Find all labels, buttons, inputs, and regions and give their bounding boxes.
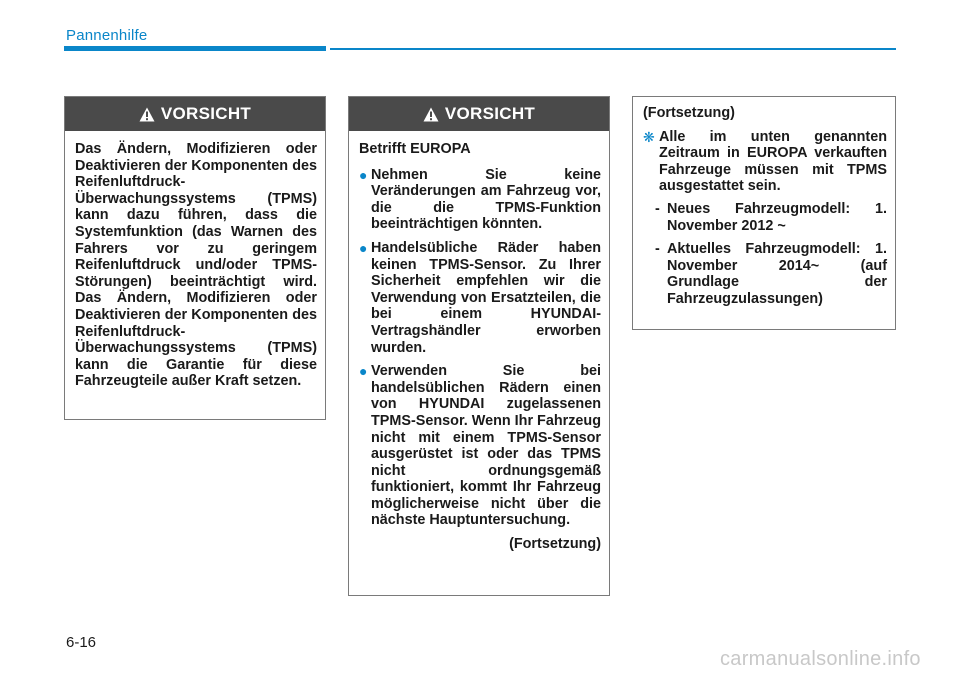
- caution-header: [65, 97, 325, 131]
- dash-text: Aktuelles Fahrzeugmodell: 1. November 2014~ (auf Grundlage der Fahrzeugzulassungen): [667, 241, 887, 307]
- continuation-body: [633, 97, 895, 308]
- warning-icon: [423, 107, 439, 122]
- asterisk-icon: ❋: [643, 128, 655, 145]
- bullet-item: [359, 167, 601, 233]
- bullet-icon: ●: [359, 239, 368, 256]
- dash-marker: -: [655, 241, 660, 258]
- star-text: Alle im unten genannten Zeitraum in EUROPA verkauften Fahrzeuge müssen mit TPMS ausgestattet sein.: [659, 128, 887, 195]
- caution-title: VORSICHT: [160, 104, 252, 123]
- continued-label: (Fortsetzung): [643, 105, 735, 121]
- caution-header: [349, 97, 609, 131]
- warning-icon: [139, 107, 155, 122]
- bullet-item: [359, 240, 601, 356]
- caution-text: Das Ändern, Modifizieren oder Deaktivieren der Komponenten des Reifenluftdruck-Überwachungssystems (TPMS) kann dazu führen, dass die Systemfunktion (das Warnen des Fahrers vor zu geringem Reifenluftdruck und/oder TPMS-Störungen) beeinträchtigt wird. Das Ändern, Modifizieren oder Deaktivieren der Komponenten des Reifenluftdruck-Überwachungssystems (TPMS) kann die Garantie für diese Fahrzeugteile außer Kraft setzen.: [75, 141, 317, 390]
- dash-text: Neues Fahrzeugmodell: 1. November 2012 ~: [667, 200, 887, 234]
- caution-heading: Betrifft EUROPA: [359, 141, 471, 157]
- dash-marker: -: [655, 200, 660, 217]
- bullet-text: Handelsübliche Räder haben keinen TPMS-Sensor. Zu Ihrer Sicherheit empfehlen wir die Verwendung von Ersatzteilen, die bei einem HYUNDAI-Vertragshändler erworben wurden.: [371, 239, 601, 356]
- section-title: Pannenhilfe: [66, 27, 148, 44]
- bullet-icon: ●: [359, 363, 368, 380]
- caution-box-europa: [348, 96, 610, 596]
- header-rule-thick: [64, 46, 326, 51]
- watermark: carmanualsonline.info: [720, 648, 921, 670]
- bullet-item: [359, 363, 601, 529]
- caution-title: VORSICHT: [444, 104, 536, 123]
- caution-body: [349, 131, 609, 553]
- bullet-text: Verwenden Sie bei handelsüblichen Rädern einen von HYUNDAI zugelassenen TPMS-Sensor. Wenn Ihr Fahrzeug nicht mit einem TPMS-Sensor ausgerüstet ist oder das TPMS nicht ordnungsgemäß funktioniert, kommt Ihr Fahrzeug möglicherweise nicht über die nächste Hauptuntersuchung.: [371, 363, 602, 529]
- caution-box-tpms-modification: [64, 96, 326, 420]
- header-rule-thin: [330, 48, 896, 50]
- dash-item: [643, 241, 887, 307]
- continuation-box: [632, 96, 896, 330]
- bullet-icon: ●: [359, 166, 368, 183]
- star-item: [643, 129, 887, 195]
- page-number: 6-16: [66, 634, 97, 651]
- dash-item: [643, 201, 887, 234]
- bullet-text: Nehmen Sie keine Veränderungen am Fahrzeug vor, die die TPMS-Funktion beeinträchtigen könnten.: [371, 166, 601, 233]
- continued-label: (Fortsetzung): [509, 536, 601, 553]
